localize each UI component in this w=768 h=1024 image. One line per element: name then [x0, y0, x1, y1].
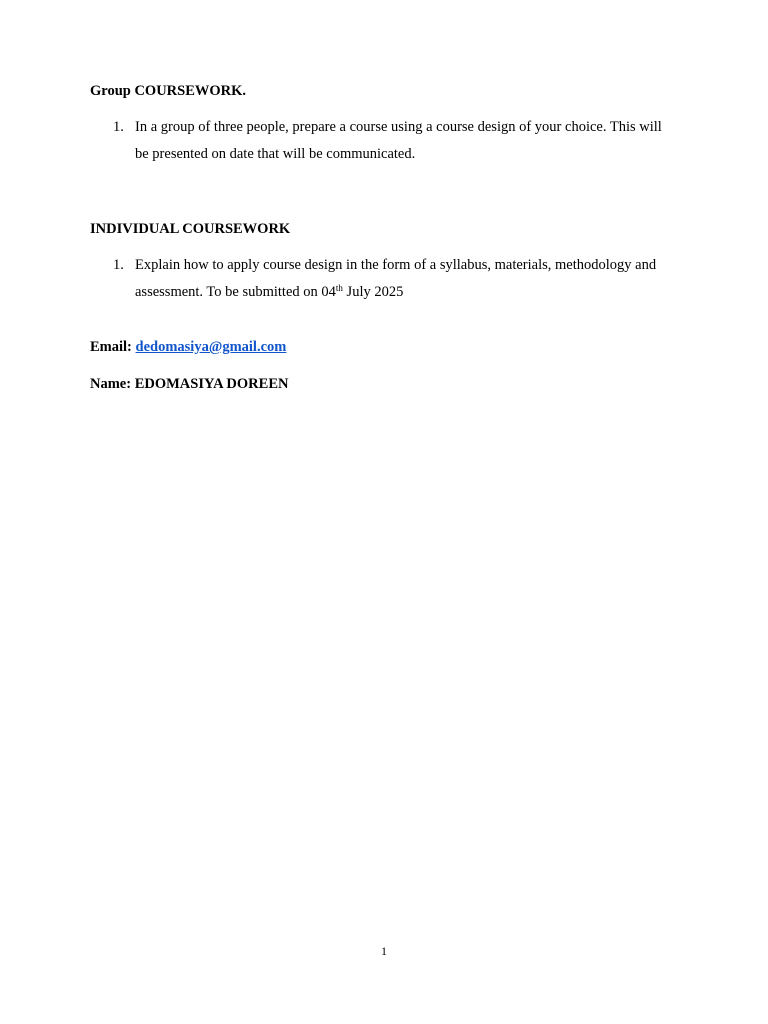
list-text-line: be presented on date that will be communicated.	[135, 146, 416, 162]
name-label: Name:	[90, 376, 135, 392]
email-row	[90, 338, 286, 356]
individual-coursework-heading: INDIVIDUAL COURSEWORK	[90, 221, 291, 237]
group-coursework-heading: Group COURSEWORK.	[90, 83, 247, 99]
ordinal-suffix: th	[335, 283, 343, 293]
list-number: 1.	[113, 257, 124, 273]
list-text-line-end: July 2025	[342, 284, 404, 300]
name-value: EDOMASIYA DOREEN	[134, 376, 289, 392]
list-text-line: In a group of three people, prepare a course using a course design of your choice. This will	[135, 119, 662, 135]
name-row	[90, 375, 288, 393]
list-text	[135, 114, 680, 168]
individual-list-item	[90, 252, 690, 306]
page-number: 1	[381, 944, 387, 958]
list-text	[135, 252, 680, 306]
email-label: Email:	[90, 339, 136, 355]
list-number: 1.	[113, 119, 124, 135]
email-link[interactable]: dedomasiya@gmail.com	[135, 339, 287, 355]
list-text-line: Explain how to apply course design in the form of a syllabus, materials, methodology and	[135, 257, 657, 273]
list-text-line-start: assessment. To be submitted on 04	[135, 284, 336, 300]
group-list-item	[90, 114, 690, 168]
